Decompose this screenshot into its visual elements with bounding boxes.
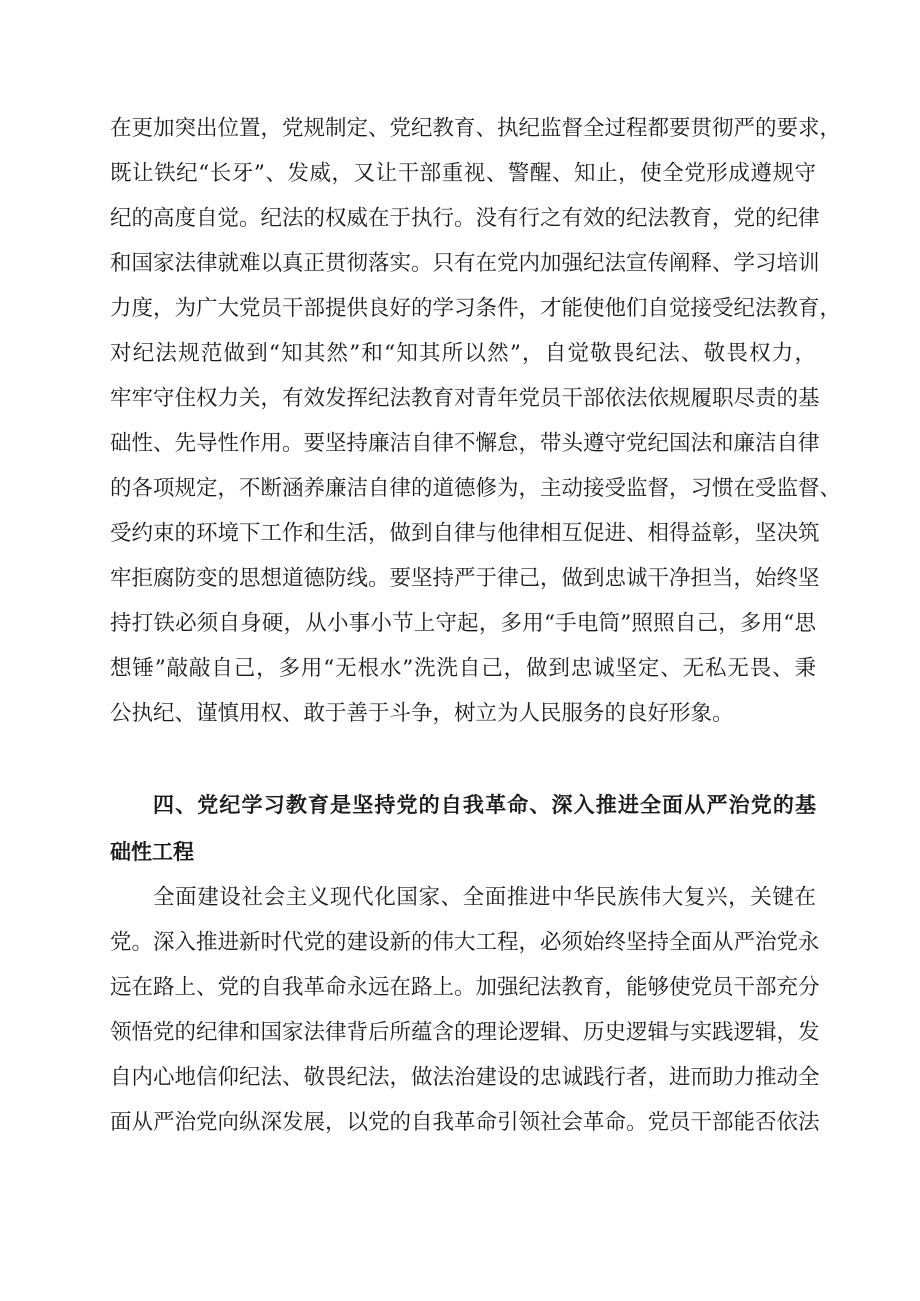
paragraph-line: 党。深入推进新时代党的建设新的伟大工程，必须始终坚持全面从严治党永 [110,930,820,955]
paragraph-line: 纪的高度自觉。纪法的权威在于执行。没有行之有效的纪法教育，党的纪律 [110,206,820,231]
paragraph-line: 力度，为广大党员干部提供良好的学习条件，才能使他们自觉接受纪法教育， [110,296,842,321]
paragraph-line: 和国家法律就难以真正贯彻落实。只有在党内加强纪法宣传阐释、学习培训 [110,251,820,276]
paragraph-line: 面从严治党向纵深发展，以党的自我革命引领社会革命。党员干部能否依法 [110,1110,820,1135]
paragraph-line: 础性、先导性作用。要坚持廉洁自律不懈怠，带头遵守党纪国法和廉洁自律 [110,431,820,456]
paragraph-line: 公执纪、谨慎用权、敢于善于斗争，树立为人民服务的良好形象。 [110,701,734,726]
paragraph-line: 全面建设社会主义现代化国家、全面推进中华民族伟大复兴，关键在 [153,885,816,910]
paragraph-line: 领悟党的纪律和国家法律背后所蕴含的理论逻辑、历史逻辑与实践逻辑，发 [110,1020,820,1045]
paragraph-line: 对纪法规范做到“知其然”和“知其所以然”，自觉敬畏纪法、敬畏权力， [110,341,816,366]
heading-line: 础性工程 [110,840,194,864]
paragraph-line: 牢牢守住权力关，有效发挥纪法教育对青年党员干部依法依规履职尽责的基 [110,386,820,411]
paragraph-line: 自内心地信仰纪法、敬畏纪法，做法治建设的忠诚践行者，进而助力推动全 [110,1065,820,1090]
paragraph-line: 的各项规定，不断涵养廉洁自律的道德修为，主动接受监督，习惯在受监督、 [110,476,842,501]
paragraph-line: 牢拒腐防变的思想道德防线。要坚持严于律己，做到忠诚干净担当，始终坚 [110,566,820,591]
paragraph-line: 远在路上、党的自我革命永远在路上。加强纪法教育，能够使党员干部充分 [110,975,820,1000]
heading-line: 四、党纪学习教育是坚持党的自我革命、深入推进全面从严治党的基 [153,793,816,817]
paragraph-line: 既让铁纪“长牙”、发威，又让干部重视、警醒、知止，使全党形成遵规守 [110,161,816,186]
paragraph-line: 想锤”敲敲自己，多用“无根水”洗洗自己，做到忠诚坚定、无私无畏、秉 [110,656,816,681]
paragraph-line: 持打铁必须自身硬，从小事小节上守起，多用“手电筒”照照自己，多用“思 [110,611,816,636]
paragraph-line: 在更加突出位置，党规制定、党纪教育、执纪监督全过程都要贯彻严的要求， [110,116,842,141]
paragraph-line: 受约束的环境下工作和生活，做到自律与他律相互促进、相得益彰，坚决筑 [110,521,820,546]
